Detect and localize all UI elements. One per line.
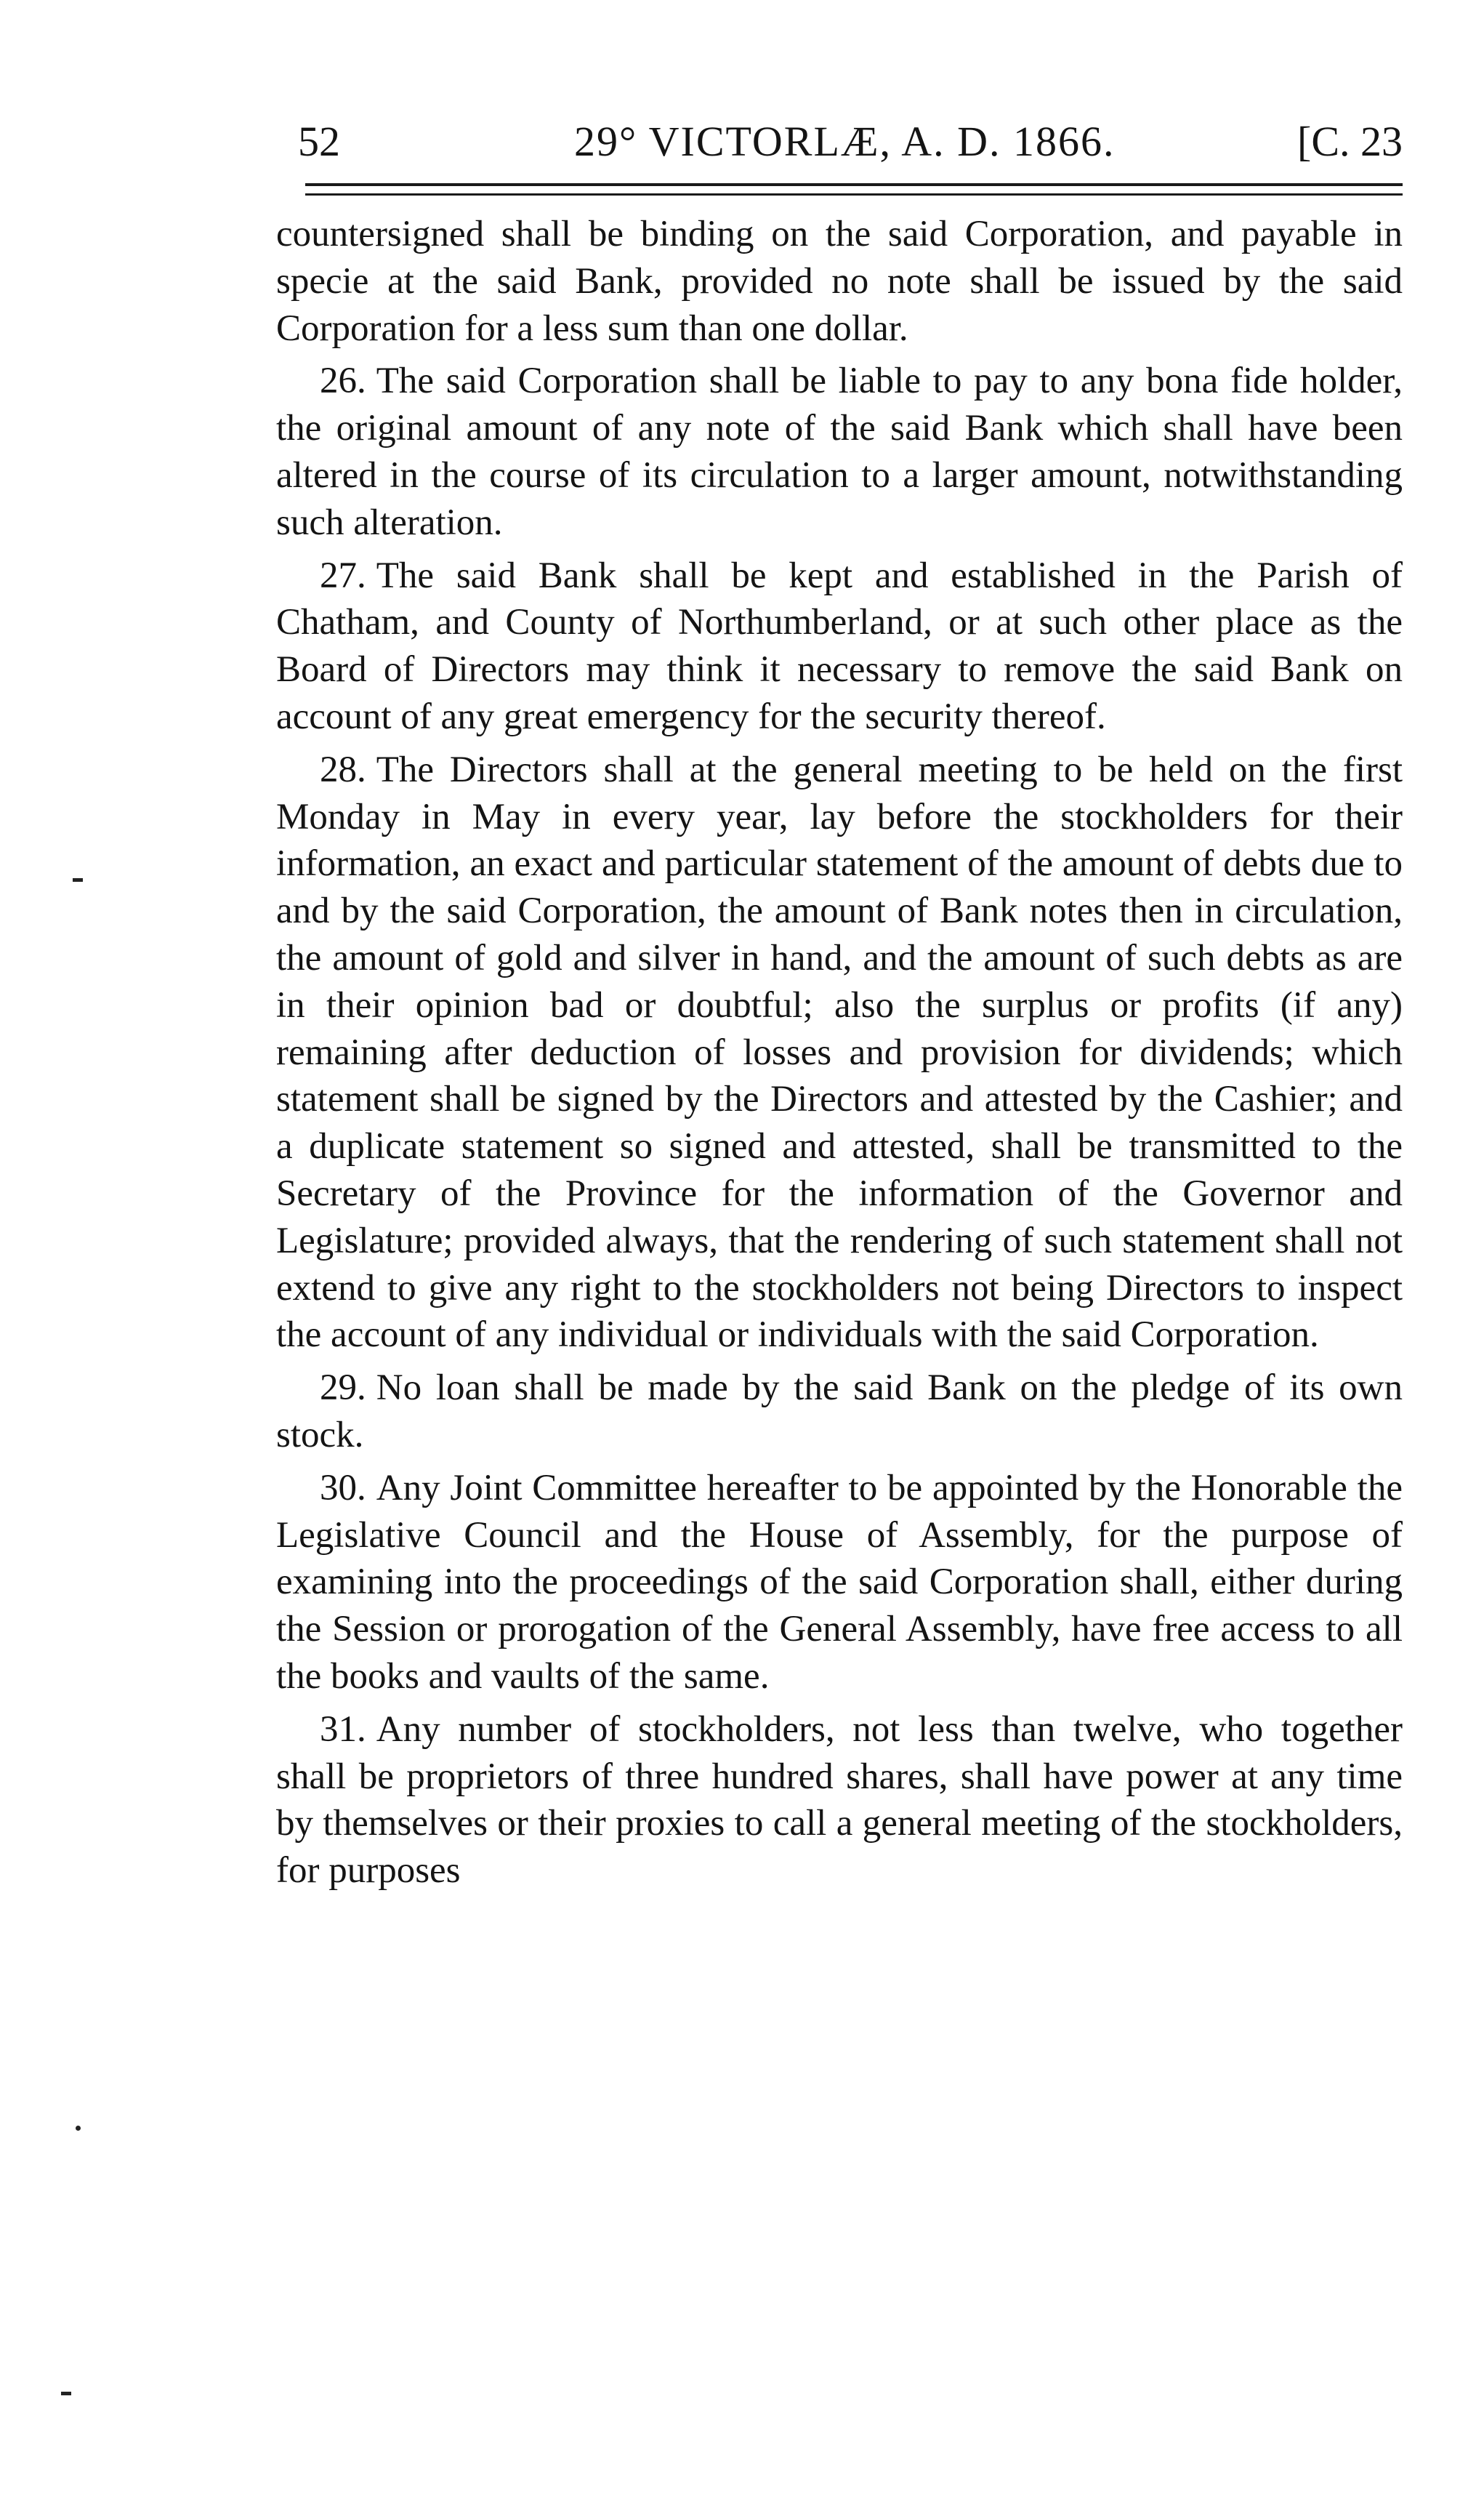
section-number: 30. [320, 1467, 366, 1508]
page-number: 52 [298, 118, 340, 165]
section-29 [276, 1364, 1403, 1459]
body-text [276, 211, 1403, 1894]
header-rule-double [305, 193, 1403, 196]
section-27 [276, 552, 1403, 741]
section-26 [276, 358, 1403, 546]
margin-mark [76, 2126, 81, 2131]
section-text: No loan shall be made by the said Bank on the pledge of its own stock. [276, 1367, 1403, 1455]
section-30 [276, 1465, 1403, 1700]
section-text: Any Joint Committee hereafter to be appointed by the Honorable the Legislative Council and the House of Assembly, for the purpose of examining into the proceedings of the said Corporation shall, either during the Session or prorogation of the General Assembly, have free access to all the books and vaults of the same. [276, 1467, 1403, 1697]
running-head-title: 29° VICTORLÆ, A. D. 1866. [574, 118, 1116, 165]
section-number: 28. [320, 749, 366, 790]
chapter-reference: [C. 23 [1297, 118, 1403, 165]
section-number: 31. [320, 1708, 366, 1750]
continuation-paragraph: countersigned shall be binding on the said Corporation, and payable in specie at the said Bank, provided no note shall be issued by the said Corporation for a less sum than one dollar. [276, 214, 1403, 349]
margin-mark [73, 878, 83, 882]
running-head [298, 109, 1403, 174]
section-number: 27. [320, 555, 366, 596]
section-text: The said Corporation shall be liable to pay to any bona fide holder, the original amount of any note of the said Bank which shall have been altered in the course of its circulation to a larger amount, notwithstanding such alteration. [276, 361, 1403, 543]
section-text: The Directors shall at the general meeting to be held on the first Monday in May in every year, lay before the stockholders for their information, an exact and particular statement of the amount of debts due to and by the said Corporation, the amount of Bank notes then in circulation, the amount of gold and silver in hand, and the amount of such debts as are in their opinion bad or doubtful; also the surplus or profits (if any) remaining after deduction of losses and provision for dividends; which statement shall be signed by the Directors and attested by the Cashier; and a duplicate statement so signed and attested, shall be transmitted to the Secretary of the Province for the information of the Governor and Legislature; provided always, that the rendering of such statement shall not extend to give any right to the stockholders not being Directors to inspect the account of any individual or individuals with the said Corporation. [276, 749, 1403, 1356]
section-text: Any number of stockholders, not less than twelve, who together shall be proprietors of three hundred shares, shall have power at any time by themselves or their proxies to call a general meeting of the stockholders, for purposes [276, 1708, 1403, 1892]
section-28 [276, 747, 1403, 1359]
section-number: 29. [320, 1367, 366, 1409]
section-31 [276, 1706, 1403, 1894]
margin-mark [61, 2392, 71, 2395]
header-rule [305, 183, 1403, 186]
section-text: The said Bank shall be kept and established in the Parish of Chatham, and County of Northumberland, or at such other place as the Board of Directors may think it necessary to remove the said Bank on account of any great emergency for the security thereof. [276, 555, 1403, 737]
section-number: 26. [320, 361, 366, 402]
